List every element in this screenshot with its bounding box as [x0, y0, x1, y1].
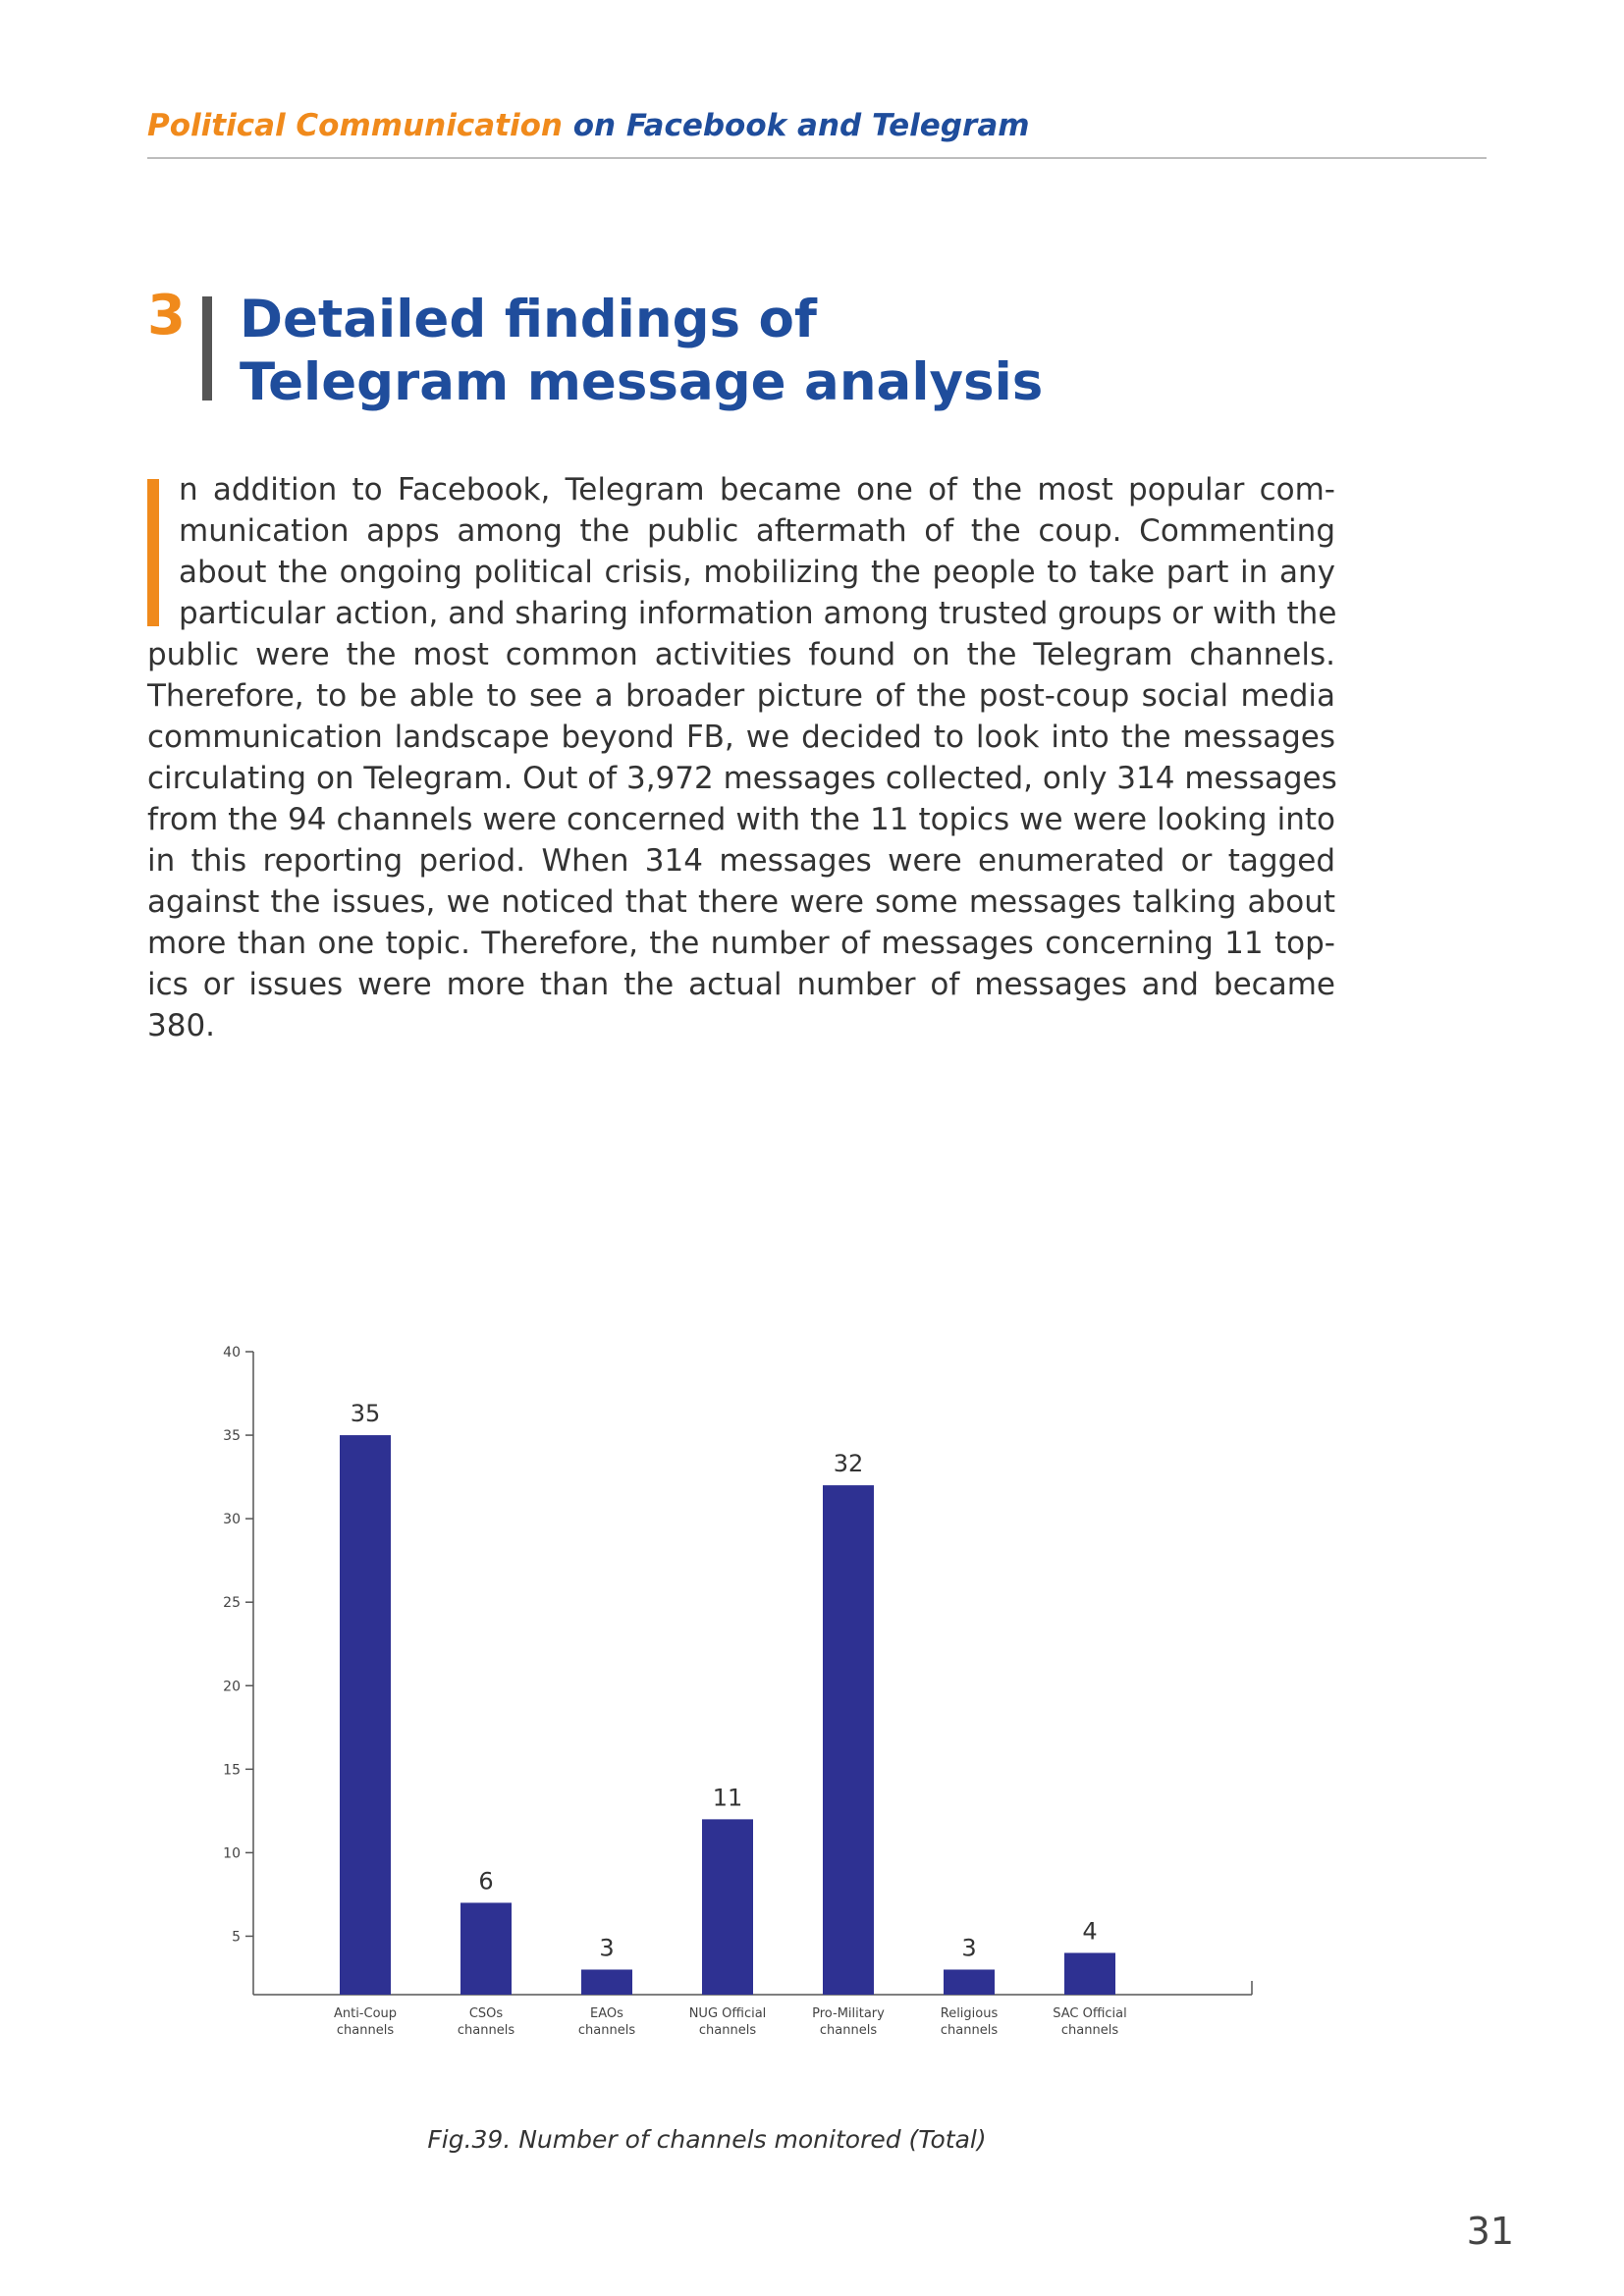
bar-data-label: 6 [478, 1867, 494, 1896]
y-tick-label: 5 [232, 1929, 241, 1946]
x-category-label: CSOs [468, 2006, 504, 2021]
running-header-part2: on Facebook and Telegram [562, 108, 1030, 143]
body-line: n addition to Facebook, Telegram became one of the most popular com- [179, 472, 1335, 507]
body-line: public were the most common activities found on the Telegram channels. [147, 637, 1335, 672]
y-tick-label: 20 [223, 1679, 241, 1695]
body-line: communication landscape beyond FB, we decided to look into the messages [147, 720, 1335, 755]
y-tick-label: 10 [223, 1845, 241, 1862]
y-tick-label: 35 [223, 1428, 241, 1445]
y-tick-label: 15 [223, 1762, 241, 1779]
bar [1064, 1952, 1115, 1995]
x-category-label: EAOs [590, 2006, 623, 2021]
bar [340, 1435, 391, 1995]
body-paragraph [147, 469, 1335, 1046]
x-category-label: channels [457, 2023, 515, 2038]
bar-data-label: 3 [599, 1934, 615, 1962]
body-line: munication apps among the public aftermath of the coup. Commenting [179, 513, 1335, 549]
section-title-line2: Telegram message analysis [240, 352, 1044, 412]
section-divider-bar [202, 296, 212, 400]
bar [944, 1969, 995, 1995]
page-number: 31 [1466, 2210, 1514, 2253]
body-line: Therefore, to be able to see a broader picture of the post-coup social media [147, 678, 1335, 714]
x-category-label: channels [819, 2023, 878, 2038]
body-line: about the ongoing political crisis, mobilizing the people to take part in any [179, 555, 1335, 590]
x-category-label: Anti-Coup [333, 2006, 398, 2021]
running-header-title [147, 108, 1030, 143]
bar-data-label: 4 [1082, 1917, 1098, 1946]
y-tick-label: 30 [223, 1512, 241, 1528]
x-category-label: NUG Official [688, 2006, 767, 2021]
section-title [240, 289, 1043, 414]
bar-chart [196, 1330, 1276, 2066]
x-category-label: SAC Official [1053, 2006, 1127, 2021]
y-tick-label: 25 [223, 1595, 241, 1612]
bar-data-label: 3 [961, 1934, 977, 1962]
body-line: against the issues, we noticed that there were some messages talking about [147, 884, 1335, 920]
bar [581, 1969, 632, 1995]
body-line: ics or issues were more than the actual number of messages and became [147, 967, 1335, 1002]
running-header [147, 104, 1487, 159]
body-line: in this reporting period. When 314 messages were enumerated or tagged [147, 843, 1335, 879]
body-line: particular action, and sharing information among trusted groups or with the [179, 596, 1337, 631]
bar-data-label: 32 [833, 1450, 864, 1478]
bar [460, 1902, 512, 1995]
running-header-part1: Political Communication [147, 108, 563, 143]
body-line: circulating on Telegram. Out of 3,972 messages collected, only 314 messages [147, 761, 1337, 796]
body-line: from the 94 channels were concerned with the 11 topics we were looking into [147, 802, 1335, 837]
x-category-label: channels [577, 2023, 636, 2038]
y-tick-label: 40 [223, 1345, 241, 1361]
bar-data-label: 35 [350, 1400, 381, 1428]
bar [823, 1485, 874, 1995]
x-category-label: channels [1060, 2023, 1119, 2038]
body-line: more than one topic. Therefore, the number of messages concerning 11 top- [147, 926, 1335, 961]
x-category-label: channels [940, 2023, 999, 2038]
x-category-label: channels [336, 2023, 395, 2038]
bar-data-label: 11 [712, 1784, 743, 1812]
x-category-label: Pro-Military [812, 2006, 885, 2021]
figure-caption: Fig.39. Number of channels monitored (Total) [427, 2125, 987, 2154]
section-number: 3 [147, 284, 186, 347]
x-category-label: Religious [940, 2006, 999, 2021]
x-category-label: channels [698, 2023, 757, 2038]
body-line: 380. [147, 1008, 216, 1043]
section-title-line1: Detailed findings of [240, 290, 817, 349]
bar [702, 1819, 753, 1995]
